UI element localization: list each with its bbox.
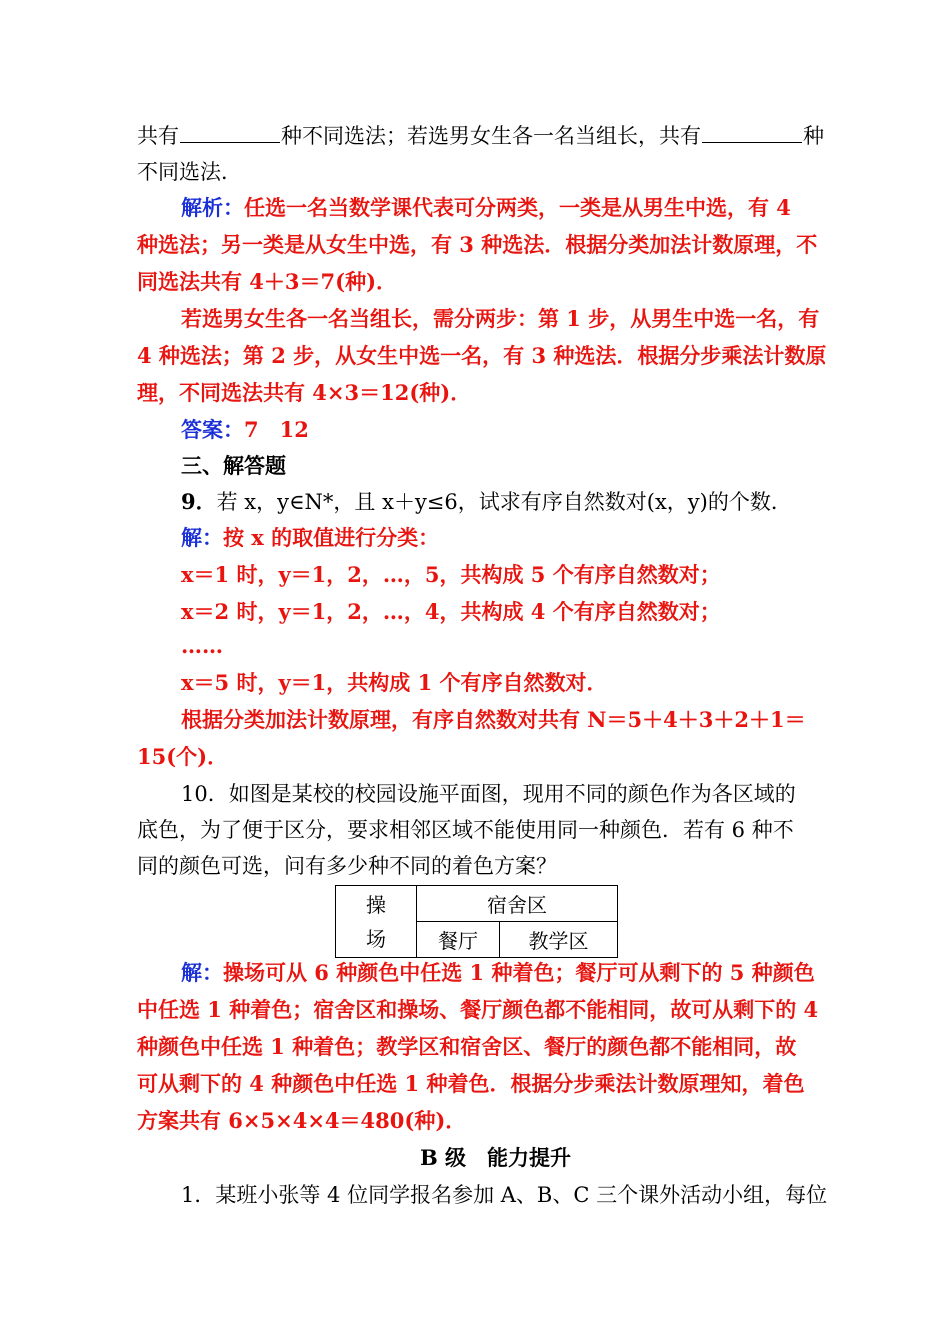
answer-label: 答案： <box>181 417 244 442</box>
q9-solution-3: x＝2 时，y＝1，2，…，4，共构成 4 个有序自然数对； <box>181 599 721 624</box>
q9-number: 9． <box>181 489 217 514</box>
q8-text-c: 种 <box>803 124 824 148</box>
playground-cell <box>336 886 417 958</box>
q9-text: 若 x，y∈N*，且 x＋y≤6，试求有序自然数对(x，y)的个数． <box>216 490 792 514</box>
q9-solution-text-1: 按 x 的取值进行分类： <box>223 525 440 550</box>
q10-line-2: 底色，为了便于区分，要求相邻区域不能使用同一种颜色．若有 6 种不 <box>137 818 794 842</box>
answer-blank-2[interactable] <box>702 124 802 143</box>
answer-blank-1[interactable] <box>180 124 280 143</box>
section-heading: 三、解答题 <box>181 453 286 478</box>
q9-solution-6: 根据分类加法计数原理，有序自然数对共有 N＝5＋4＋3＋2＋1＝ <box>181 707 806 732</box>
dorm-cell: 宿舍区 <box>417 886 618 922</box>
q10-solution-text-1: 操场可从 6 种颜色中任选 1 种着色；餐厅可从剩下的 5 种颜色 <box>223 960 815 985</box>
analysis-text-1: 任选一名当数学课代表可分两类，一类是从男生中选，有 4 <box>244 195 791 220</box>
teaching-cell: 教学区 <box>500 922 618 958</box>
analysis-label: 解析： <box>181 195 244 220</box>
playground-label-2: 场 <box>366 926 386 951</box>
q8-line-2: 不同选法． <box>137 160 242 184</box>
canteen-cell: 餐厅 <box>417 922 500 958</box>
q8-analysis-2: 种选法；另一类是从女生中选，有 3 种选法．根据分类加法计数原理，不 <box>137 232 818 257</box>
q8-answer <box>181 416 309 444</box>
b1-question: 1．某班小张等 4 位同学报名参加 A、B、C 三个课外活动小组，每位 <box>181 1183 828 1207</box>
q8-text-b: 种不同选法；若选男女生各一名当组长，共有 <box>281 124 701 148</box>
q9-solution-2: x＝1 时，y＝1，2，…，5，共构成 5 个有序自然数对； <box>181 562 721 587</box>
q8-analysis-6: 理，不同选法共有 4×3＝12(种)． <box>137 380 472 405</box>
q8-analysis-1 <box>181 194 791 222</box>
q10-solution-5: 方案共有 6×5×4×4＝480(种)． <box>137 1108 467 1133</box>
q10-solution-1 <box>181 959 815 987</box>
q10-solution-4: 可从剩下的 4 种颜色中任选 1 种着色．根据分步乘法计数原理知，着色 <box>137 1071 805 1096</box>
q8-text-a: 共有 <box>137 124 179 148</box>
q8-analysis-3: 同选法共有 4＋3＝7(种)． <box>137 269 398 294</box>
q10-solution-2: 中任选 1 种着色；宿舍区和操场、餐厅颜色都不能相同，故可从剩下的 4 <box>137 997 819 1022</box>
q9-solution-label: 解： <box>181 525 223 550</box>
q10-line-1: 10．如图是某校的校园设施平面图，现用不同的颜色作为各区域的 <box>181 782 796 806</box>
answer-value: 7 12 <box>244 417 309 442</box>
q9-solution-7: 15(个)． <box>137 744 229 769</box>
q9-question <box>181 488 792 516</box>
q10-line-3: 同的颜色可选，问有多少种不同的着色方案？ <box>137 854 557 878</box>
q10-solution-label: 解： <box>181 960 223 985</box>
q8-analysis-4: 若选男女生各一名当组长，需分两步：第 1 步，从男生中选一名，有 <box>181 306 820 331</box>
level-b-heading: B 级 能力提升 <box>420 1145 572 1170</box>
q9-solution-5: x＝5 时，y＝1，共构成 1 个有序自然数对． <box>181 670 608 695</box>
q8-line-1 <box>137 122 824 150</box>
q10-solution-3: 种颜色中任选 1 种着色；教学区和宿舍区、餐厅的颜色都不能相同，故 <box>137 1034 797 1059</box>
campus-plan-table <box>335 885 618 958</box>
q9-solution-1 <box>181 524 439 552</box>
playground-label-1: 操 <box>366 892 386 917</box>
q9-solution-4: …… <box>181 633 223 658</box>
q8-analysis-5: 4 种选法；第 2 步，从女生中选一名，有 3 种选法．根据分步乘法计数原 <box>137 343 827 368</box>
